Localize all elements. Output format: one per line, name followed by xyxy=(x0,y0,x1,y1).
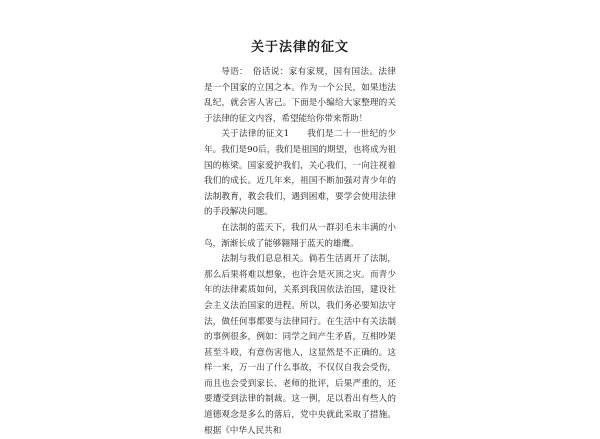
intro-paragraph: 导语： 俗话说：家有家规，国有国法。法律是一个国家的立国之本。作为一个公民，如果违法乱纪，就会害人害己。下面是小编给大家整理的关于法律的征文内容，希望能给你带来帮助！ xyxy=(204,67,396,124)
essay-paragraph-1: 关于法律的征文1 我们是二十一世纪的少年。我们是90后，我们是祖国的期望，也将成为祖国的栋梁。国家爱护我们，关心我们，一向注视着我们的成长。近几年来，祖国不断加强对青少年的法制教育，教会我们，遇到困难，要学会使用法律的手段解决问题。 xyxy=(204,129,396,218)
document-body xyxy=(204,36,396,439)
document-title: 关于法律的征文 xyxy=(250,40,349,55)
essay-paragraph-3: 法制与我们息息相关。倘若生活离开了法制，那么后果将难以想象，也许会是灭顶之灾。而青少年的法律素质如何，关系到我国依法治国，建设社会主义法治国家的进程。所以，我们务必要知法守法，做任何事都要与法律同行。在生活中有关法制的事例很多，例如：同学之间产生矛盾，互相吵架甚至斗殴，有意伤害他人，这显然是不正确的。这样一来，万一出了什么事故，不仅仅自我会受伤，而且也会受到家长、老师的批评，后果严重的，还要遭受到法律的制裁。这一例，足以看出有些人的道德观念是多么的落后，党中央就此采取了措施。根据《中华人民共和 xyxy=(204,254,396,436)
essay-paragraph-2: 在法制的蓝天下，我们从一群羽毛未丰满的小鸟，渐渐长成了能够翱翔于蓝天的雄鹰。 xyxy=(204,222,396,249)
